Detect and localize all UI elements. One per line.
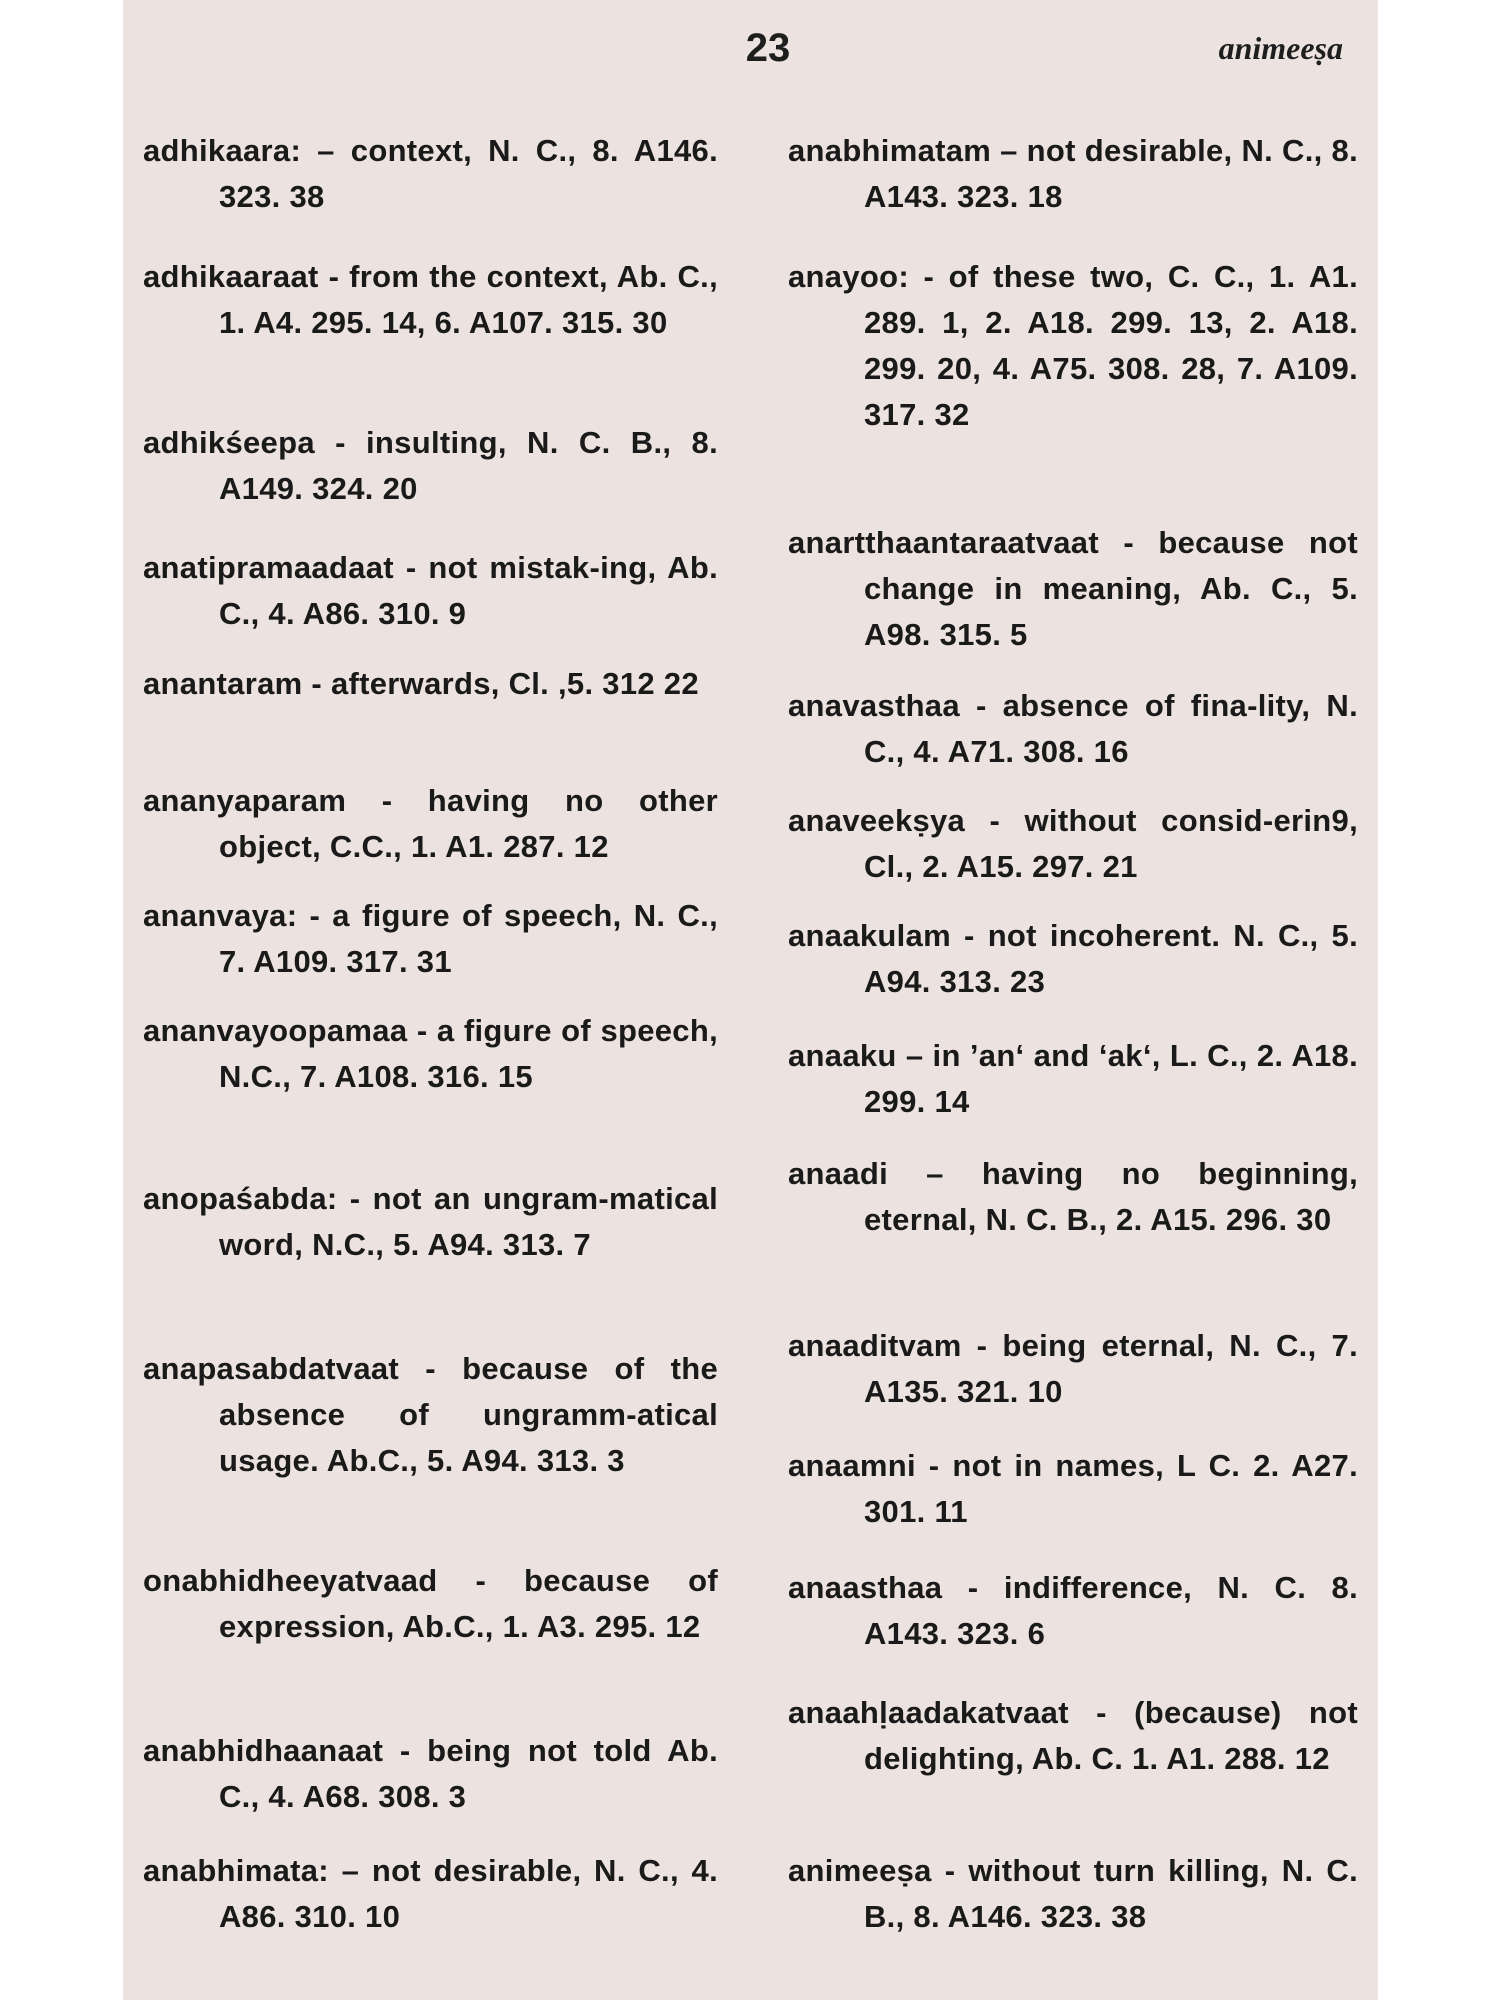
definition: - without turn killing, N. C. B., 8. A146. 323. 38 <box>864 1853 1358 1934</box>
dictionary-entry <box>143 1848 718 1940</box>
dictionary-entry <box>143 661 718 707</box>
headword: anaveekṣya <box>788 803 966 838</box>
headword: anopaśabda: <box>143 1181 338 1216</box>
dictionary-entry <box>143 1176 718 1268</box>
headword: anavasthaa <box>788 688 960 723</box>
definition: - without consid-erin9, Cl., 2. A15. 297. 21 <box>864 803 1358 884</box>
headword: adhikaara: <box>143 133 302 168</box>
definition: - because of the absence of ungramm-atical usage. Ab.C., 5. A94. 313. 3 <box>219 1351 718 1478</box>
headword: adhikśeepa <box>143 425 315 460</box>
dictionary-entry <box>788 1033 1358 1125</box>
dictionary-entry <box>143 1728 718 1820</box>
definition: - being not told Ab. C., 4. A68. 308. 3 <box>219 1733 718 1814</box>
definition: - of these two, C. C., 1. A1. 289. 1, 2. A18. 299. 13, 2. A18. 299. 20, 4. A75. 308. 28, 7. A109. 317. 32 <box>864 259 1358 432</box>
dictionary-entry <box>143 254 718 346</box>
definition: – not desirable, N. C., 4. A86. 310. 10 <box>219 1853 718 1934</box>
definition: - a figure of speech, N. C., 7. A109. 317. 31 <box>219 898 718 979</box>
headword: anatipramaadaat <box>143 550 394 585</box>
dictionary-entry <box>143 893 718 985</box>
dictionary-entry <box>788 1848 1358 1940</box>
dictionary-entry <box>143 420 718 512</box>
headword: ananyaparam <box>143 783 347 818</box>
definition: - having no other object, C.C., 1. A1. 287. 12 <box>219 783 718 864</box>
headword: anapasabdatvaat <box>143 1351 400 1386</box>
definition: - insulting, N. C. B., 8. A149. 324. 20 <box>219 425 718 506</box>
definition: – not desirable, N. C., 8. A143. 323. 18 <box>864 133 1358 214</box>
definition: – in ’an‘ and ‘ak‘, L. C., 2. A18. 299. 14 <box>864 1038 1358 1119</box>
dictionary-entry <box>788 1323 1358 1415</box>
headword: anaamni <box>788 1448 916 1483</box>
headword: ananvaya: <box>143 898 298 933</box>
definition: - being eternal, N. C., 7. A135. 321. 10 <box>864 1328 1358 1409</box>
definition: – context, N. C., 8. A146. 323. 38 <box>219 133 719 214</box>
definition: - not in names, L C. 2. A27. 301. 11 <box>864 1448 1358 1529</box>
dictionary-entry <box>788 1151 1358 1243</box>
dictionary-entry <box>143 545 718 637</box>
definition: - a figure of speech, N.C., 7. A108. 316. 15 <box>219 1013 718 1094</box>
headword: anartthaantaraatvaat <box>788 525 1099 560</box>
headword: anaaku <box>788 1038 897 1073</box>
headword: anantaram <box>143 666 303 701</box>
definition: - (because) not delighting, Ab. C. 1. A1. 288. 12 <box>864 1695 1358 1776</box>
headword: anabhimata: <box>143 1853 329 1888</box>
dictionary-entry <box>788 128 1358 220</box>
dictionary-entry <box>143 1558 718 1650</box>
dictionary-entry <box>788 254 1358 438</box>
dictionary-entry <box>788 683 1358 775</box>
definition: - not an ungram-matical word, N.C., 5. A94. 313. 7 <box>219 1181 718 1262</box>
dictionary-page <box>123 0 1378 2000</box>
headword: adhikaaraat <box>143 259 319 294</box>
definition: - from the context, Ab. C., 1. A4. 295. 14, 6. A107. 315. 30 <box>219 259 718 340</box>
headword: anaahḷaadakatvaat <box>788 1695 1069 1730</box>
page-number: 23 <box>745 26 791 70</box>
definition: - because of expression, Ab.C., 1. A3. 295. 12 <box>219 1563 719 1644</box>
dictionary-entry <box>788 913 1358 1005</box>
dictionary-entry <box>788 798 1358 890</box>
headword: anaadi <box>788 1156 889 1191</box>
headword: anaakulam <box>788 918 951 953</box>
definition: - absence of fina-lity, N. C., 4. A71. 308. 16 <box>864 688 1358 769</box>
definition: – having no beginning, eternal, N. C. B., 2. A15. 296. 30 <box>864 1156 1358 1237</box>
definition: - not incoherent. N. C., 5. A94. 313. 23 <box>864 918 1358 999</box>
dictionary-entry <box>788 520 1358 658</box>
dictionary-entry <box>788 1443 1358 1535</box>
definition: - not mistak-ing, Ab. C., 4. A86. 310. 9 <box>219 550 718 631</box>
definition: - because not change in meaning, Ab. C., 5. A98. 315. 5 <box>864 525 1358 652</box>
dictionary-entry <box>143 778 718 870</box>
headword: anabhidhaanaat <box>143 1733 384 1768</box>
dictionary-entry <box>143 1008 718 1100</box>
definition: - indifference, N. C. 8. A143. 323. 6 <box>864 1570 1358 1651</box>
dictionary-entry <box>143 128 718 220</box>
dictionary-entry <box>143 1346 718 1484</box>
headword: anaaditvam <box>788 1328 962 1363</box>
running-head: animeeṣa <box>1218 30 1343 66</box>
headword: ananvayoopamaa <box>143 1013 408 1048</box>
definition: - afterwards, Cl. ,5. 312 22 <box>311 666 699 701</box>
headword: anaasthaa <box>788 1570 943 1605</box>
dictionary-entry <box>788 1565 1358 1657</box>
headword: animeeṣa <box>788 1853 932 1888</box>
headword: onabhidheeyatvaad <box>143 1563 438 1598</box>
headword: anayoo: <box>788 259 909 294</box>
headword: anabhimatam <box>788 133 992 168</box>
dictionary-entry <box>788 1690 1358 1782</box>
